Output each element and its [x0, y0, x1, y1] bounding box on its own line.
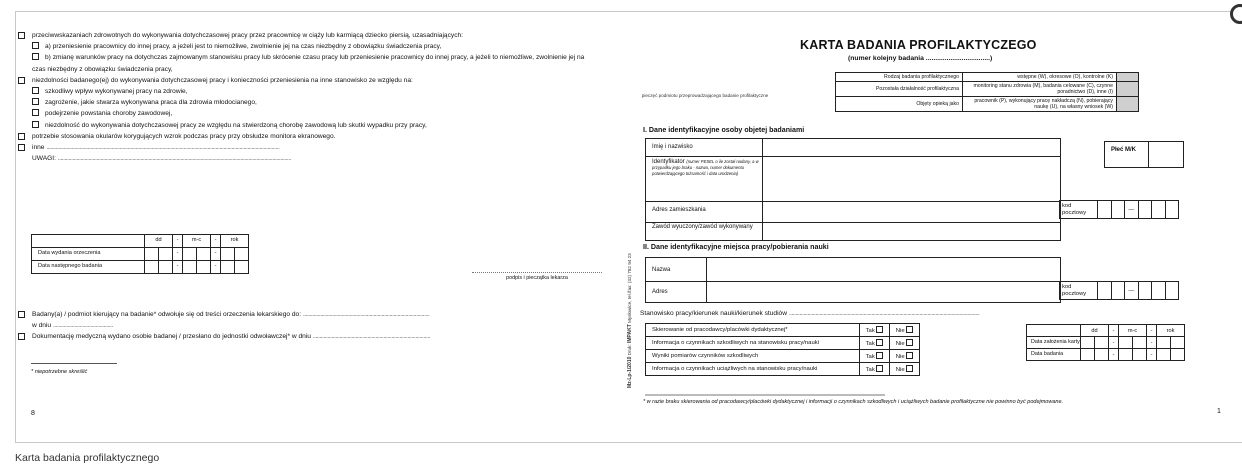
checkbox[interactable]	[32, 109, 39, 116]
exam-type-table	[835, 72, 1139, 112]
image-caption: Karta badania profilaktycznego	[15, 452, 160, 464]
yes-checkbox[interactable]	[876, 339, 883, 346]
table-row: Wyniki pomiarów czynników szkodliwych Tak Nie	[646, 350, 920, 363]
occupation-field[interactable]	[764, 224, 1059, 240]
list-item: niezdolności badanego(ej) do wykonywania dotychczasowej pracy i konieczności przeniesienia na inne stanowisko ze względu na:	[18, 75, 598, 86]
divider	[645, 394, 885, 396]
yes-checkbox[interactable]	[876, 365, 883, 372]
checkbox[interactable]	[18, 32, 25, 39]
page-number: 1	[1217, 408, 1221, 415]
position-line: Stanowisko pracy/kierunek nauki/kierunek studiów ...............................................................................................................................................	[640, 310, 980, 317]
yes-checkbox[interactable]	[876, 326, 883, 333]
checkbox[interactable]	[18, 133, 25, 140]
table-row: Data następnego badania - -	[32, 261, 249, 274]
section-1-title: I. Dane identyfikacyjne osoby objetej badaniami	[643, 126, 805, 134]
list-item: Dokumentację medyczną wydano osobie badanej / przesłano do jednostki odwoławczej* w dniu ........................................................................................	[18, 331, 598, 342]
address-field[interactable]	[764, 203, 1059, 221]
person-data-box: Imię i nazwisko Identyfikator (numer PESEL o ile został nadany, a w przypadku jego braku - nazwa, numer dokumentu potwierdzającego tożsamość i data urodzenia) Adres zamieszkania Zawód wyuczony/zawód wykonywany	[645, 138, 1061, 241]
table-row: Objęty opieką jako pracownik (P), wykonujący pracę nakładczą (N), pobierający naukę (U), na własny wniosek (W)	[836, 97, 1139, 112]
postal-code-field-1: kod pocztowy —	[1059, 200, 1179, 219]
workplace-name-field[interactable]	[708, 259, 1059, 280]
checkbox[interactable]	[32, 87, 39, 94]
checkbox[interactable]	[18, 311, 25, 318]
no-checkbox[interactable]	[906, 326, 913, 333]
table-row: Data badania - -	[1027, 349, 1185, 361]
workplace-data-box: Nazwa Adres	[645, 257, 1061, 303]
doctor-signature: podpis i pieczątka lekarza	[472, 272, 602, 282]
page-title: KARTA BADANIA PROFILAKTYCZEGO	[800, 38, 1037, 52]
exam-number: (numer kolejny badania ..................................)	[848, 55, 993, 62]
postal-code-field-2: kod pocztowy —	[1059, 281, 1179, 300]
name-field[interactable]	[764, 140, 1059, 155]
table-row: Data wydania orzeczenia - -	[32, 248, 249, 261]
section-2-title: II. Dane identyfikacyjne miejsca pracy/pobierania nauki	[643, 243, 829, 251]
documents-checklist	[645, 323, 920, 376]
workplace-address-field[interactable]	[708, 282, 1059, 301]
decision-date-table: dd - m-c - rok Data wydania orzeczenia - - Data następnego badania - -	[31, 234, 249, 274]
divider	[31, 363, 117, 364]
table-row: Pozostała działalność profilaktyczna monitoring stanu zdrowia (M), badania celowane (C), czynne poradnictwo (D), inne (I)	[836, 82, 1139, 97]
checkbox[interactable]	[32, 53, 39, 60]
uwagi-line: UWAGI: ...............................................................................................................................................................................	[32, 155, 291, 163]
table-row: Informacja o czynnikach uciążliwych na stanowisku pracy/nauki Tak Nie	[646, 363, 920, 376]
list-item: przeciwwskazaniach zdrowotnych do wykonywania dotychczasowej pracy przez pracownicę w ciąży lub karmiącą dziecko piersią, uzasadniających:	[18, 30, 598, 41]
list-item: Badany(a) / podmiot kierujący na badanie* odwołuje się od treści orzeczenia lekarskiego do: ...............................................................................................	[18, 309, 598, 320]
no-checkbox[interactable]	[906, 352, 913, 359]
table-row: Skierowanie od pracodawcy/placówki dydaktycznej* Tak Nie	[646, 324, 920, 337]
list-item-inne: inne ...............................................................................................................................................................................	[18, 142, 598, 153]
checkbox[interactable]	[18, 144, 25, 151]
code-field[interactable]	[1117, 97, 1139, 112]
list-item: zagrożenie, jakie stwarza wykonywana praca dla zdrowia młodocianego,	[18, 97, 598, 108]
corner-badge-icon[interactable]	[1230, 4, 1242, 24]
no-checkbox[interactable]	[906, 365, 913, 372]
stamp-label: pieczęć podmiotu przeprowadzającego badanie profilaktyczne	[641, 93, 769, 98]
checkbox[interactable]	[18, 333, 25, 340]
list-item: a) przeniesienie pracownicy do innej pracy, a jeżeli jest to niemożliwe, zwolnienie jej na czas niezbędny z obowiązku świadczenia pracy,	[18, 41, 598, 52]
list-item: szkodliwy wpływ wykonywanej pracy na zdrowie,	[18, 86, 598, 97]
table-row: Informacja o czynnikach szkodliwych na stanowisku pracy/nauki Tak Nie	[646, 337, 920, 350]
left-page	[18, 30, 598, 417]
checkbox[interactable]	[18, 77, 25, 84]
yes-checkbox[interactable]	[876, 352, 883, 359]
no-checkbox[interactable]	[906, 339, 913, 346]
list-item: b) zmianę warunków pracy na dotychczas zajmowanym stanowisku pracy lub skrócenie czasu pracy lub przeniesienie pracownicy do innej pracy, a jeżeli to niemożliwe, zwolnienie jej na czas niezbędny z obowiązku świadczenia pracy,	[32, 54, 585, 73]
print-info-text: Mz-Lp-1/2010 Druk: IMPAKT Mysłowice, tel./fax: (32) 782 94 23	[627, 253, 633, 388]
table-row: Rodzaj badania profilaktycznego wstępne (W), okresowe (O), kontrolne (K)	[836, 73, 1139, 82]
checkbox[interactable]	[32, 121, 39, 128]
footnote: * niepotrzebne skreślić	[31, 369, 88, 375]
code-field[interactable]	[1117, 73, 1139, 82]
appeal-section	[18, 309, 598, 343]
identifier-field[interactable]	[764, 158, 1059, 200]
footnote: * w razie braku skierowania od pracodawcy/placówki dydaktycznej i informacji o czynnikach szkodliwych i uciążliwych badanie profilaktyczne nie powinno być podejmowane.	[643, 399, 1064, 405]
code-field[interactable]	[1117, 82, 1139, 97]
checkbox[interactable]	[32, 98, 39, 105]
list-item: niezdolność do wykonywania dotychczasowej pracy ze względu na stwierdzoną chorobę zawodową lub skutki wypadku przy pracy,	[18, 120, 598, 131]
table-row: Data założenia karty - -	[1027, 337, 1185, 349]
list-item: podejrzenie powstania choroby zawodowej,	[18, 108, 598, 119]
appeal-date-line: w dniu .............................................	[32, 322, 113, 330]
gender-field[interactable]: Płeć M/K	[1104, 141, 1184, 168]
page-number: 8	[31, 410, 35, 417]
list-item: potrzebie stosowania okularów korygujących wzrok podczas pracy przy obsłudze monitora ekranowego.	[18, 131, 598, 142]
checkbox[interactable]	[32, 42, 39, 49]
card-date-table: dd - m-c - rok Data założenia karty - - Data badania - -	[1026, 324, 1185, 361]
